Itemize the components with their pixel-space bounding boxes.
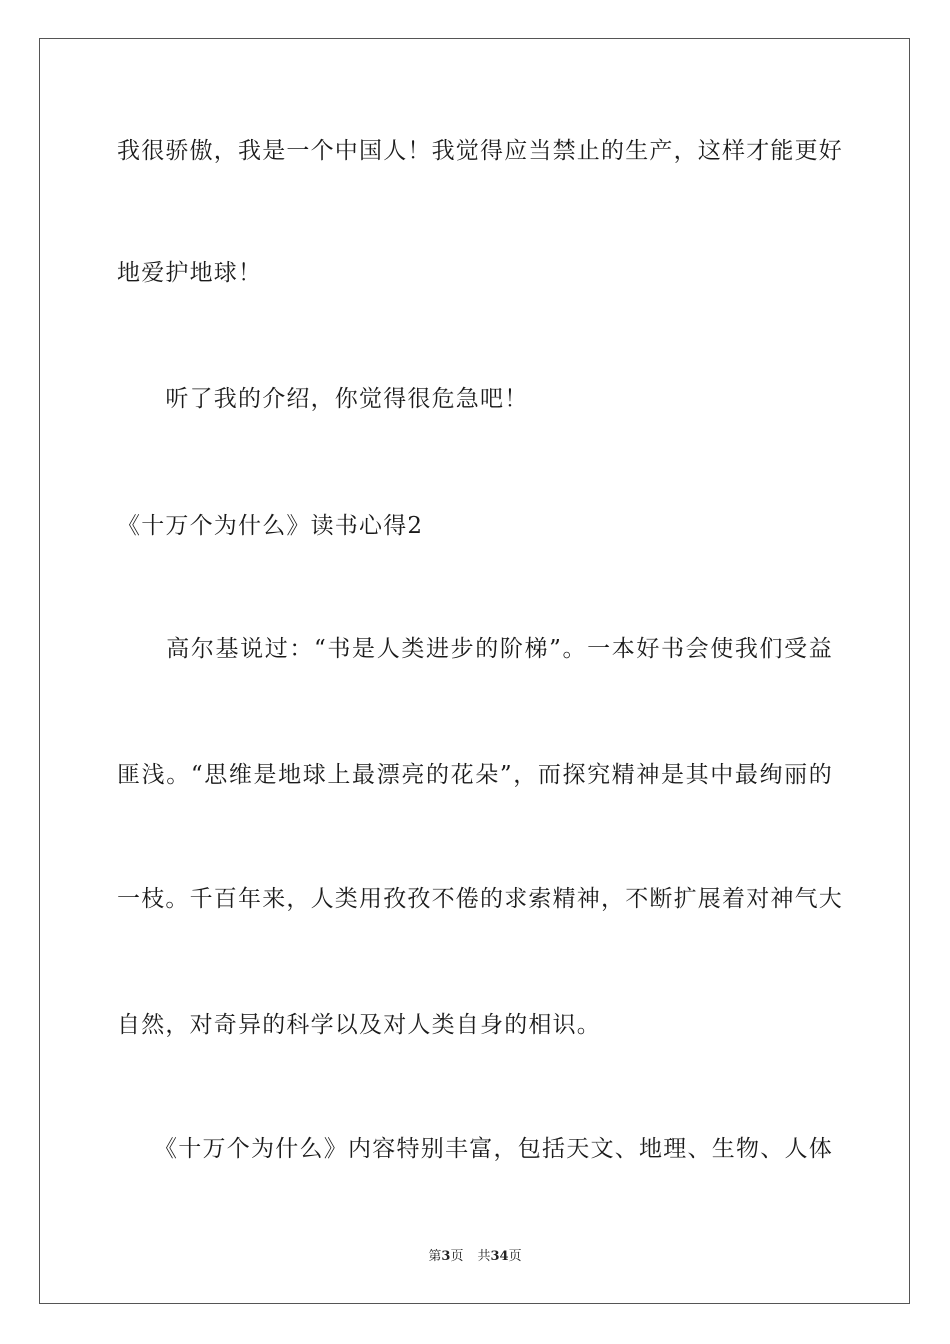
total-pages: 34 xyxy=(490,1249,509,1264)
total-suffix: 页 xyxy=(508,1249,522,1264)
body-line-8: 自然，对奇异的科学以及对人类自身的相识。 xyxy=(117,1012,601,1038)
body-line-2: 地爱护地球！ xyxy=(117,260,263,286)
page-prefix: 第 xyxy=(428,1249,442,1264)
body-line-1: 我很骄傲，我是一个中国人！我觉得应当禁止的生产，这样才能更好 xyxy=(117,138,843,164)
page-suffix: 页 xyxy=(450,1249,464,1264)
page-footer xyxy=(0,1248,950,1266)
page-number: 3 xyxy=(441,1249,451,1264)
body-line-3: 听了我的介绍，你觉得很危急吧！ xyxy=(117,386,529,412)
body-line-9: 《十万个为什么》内容特别丰富，包括天文、地理、生物、人体 xyxy=(117,1136,833,1162)
body-line-5: 高尔基说过：“书是人类进步的阶梯”。一本好书会使我们受益 xyxy=(117,636,833,662)
page-border xyxy=(39,38,910,1304)
body-line-7: 一枝。千百年来，人类用孜孜不倦的求索精神，不断扩展着对神气大 xyxy=(117,886,843,912)
body-line-6: 匪浅。“思维是地球上最漂亮的花朵”，而探究精神是其中最绚丽的 xyxy=(117,762,833,788)
section-heading: 《十万个为什么》读书心得2 xyxy=(117,513,424,539)
total-prefix: 共 xyxy=(477,1249,491,1264)
